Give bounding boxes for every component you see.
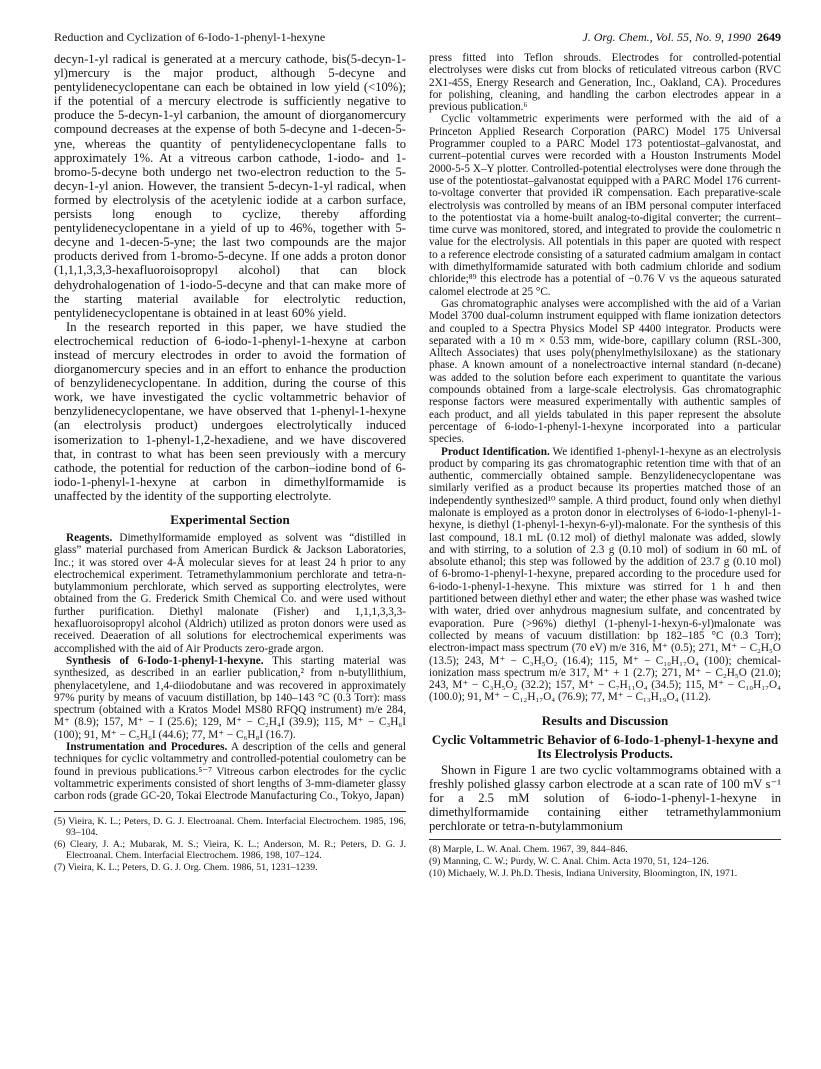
footnote-6: (6) Cleary, J. A.; Mubarak, M. S.; Vieira, K. L.; Anderson, M. R.; Peters, D. G. J. Electroanal. Chem. Interfacial Electrochem. 1986, 198, 107–124. <box>54 838 406 861</box>
left-column <box>54 52 406 880</box>
two-column-body <box>54 52 781 880</box>
instrumentation-paragraph <box>54 741 406 802</box>
reagents-heading: Reagents. <box>66 532 113 544</box>
running-head <box>54 30 781 44</box>
right-footnotes <box>429 839 781 879</box>
cv-paragraph: Shown in Figure 1 are two cyclic voltammograms obtained with a freshly polished glassy carbon electrode at a scan rate of 100 mV s⁻¹ for a 2.5 mM solution of 6-iodo-1-phenyl-1-hexyne in dimethylformamide containing either tetramethylammonium perchlorate or tetra-n-butylammonium <box>429 762 781 834</box>
journal-name: J. Org. Chem., Vol. 55, No. 9, 1990 <box>582 30 751 44</box>
synthesis-text: This starting material was synthesized, as described in an earlier publication,² from n-butyllithium, phenylacetylene, and 1,4-diiodobutane and was recovered in approximately 97% purity by means of vacuum distillation, bp 140–143 °C (0.3 Torr): mass spectrum (obtained with a Kratos Model MS80 RFQQ instrument) m/e 284, M⁺ (8.9); 157, M⁺ − I (25.6); 129, M⁺ − C₂H₄I (39.9); 115, M⁺ − C₃H₆I (100); 91, M⁺ − C₅H₆I (44.6); 77, M⁺ − C₆H₈I (16.7). <box>54 654 407 741</box>
running-title: Reduction and Cyclization of 6-Iodo-1-phenyl-1-hexyne <box>54 30 326 44</box>
product-identification-paragraph <box>429 446 781 704</box>
page-number: 2649 <box>757 30 781 44</box>
gc-paragraph: Gas chromatographic analyses were accomplished with the aid of a Varian Model 3700 dual-column instrument equipped with flame ionization detectors and coupled to a Spectra Physics Model SP 4400 integrator. Products were separated with a 10 m × 0.53 mm, wide-bore, capillary column (RSL-300, Alltech Associates) that uses poly(phenylmethylsiloxane) as the stationary phase. A known amount of a nonelectroactive internal standard (n-decane) was added to the solution before each experiment to quantitate the various compounds obtained from a large-scale electrolysis. Gas chromatographic response factors were measured experimentally with authentic samples of each product, and all yields tabulated in this paper represent the absolute percentage of 6-iodo-1-phenyl-1-hexyne incorporated into a particular species. <box>429 297 781 446</box>
left-footnotes <box>54 811 406 873</box>
reagents-text: Dimethylformamide employed as solvent was “distilled in glass” material purchased from American Burdick & Jackson Laboratories, Inc.; it was stored over 4-Å molecular sieves for at least 24 h prior to any electrochemical experiment. Tetramethylammonium perchlorate and tetra-n-butylammonium perchlorate, which served as supporting electrolytes, were obtained from the G. Frederick Smith Chemical Co. and were used without further purification. Diethyl malonate (Fisher) and 1,1,1,3,3,3-hexafluoroisopropyl alcohol (Aldrich) utilized as proton donors were used as received. Deaeration of all solutions for electrochemical experiments was accomplished with the aid of Air Products zero-grade argon. <box>54 532 406 655</box>
synthesis-heading: Synthesis of 6-Iodo-1-phenyl-1-hexyne. <box>66 654 264 667</box>
journal-citation <box>582 30 781 44</box>
footnote-8: (8) Marple, L. W. Anal. Chem. 1967, 39, 844–846. <box>429 844 628 856</box>
product-identification-heading: Product Identification. <box>441 445 550 458</box>
footnote-9: (9) Manning, C. W.; Purdy, W. C. Anal. Chim. Acta 1970, 51, 124–126. <box>429 856 709 868</box>
right-column <box>429 52 781 880</box>
instrumentation-heading: Instrumentation and Procedures. <box>66 741 228 754</box>
synthesis-paragraph <box>54 655 406 741</box>
experimental-section-heading: Experimental Section <box>170 512 290 527</box>
footnote-10: (10) Michaely, W. J. Ph.D. Thesis, Indiana University, Bloomington, IN, 1971. <box>429 868 738 880</box>
reagents-paragraph <box>54 532 406 655</box>
electrodes-paragraph: press fitted into Teflon shrouds. Electrodes for controlled-potential electrolyses were disks cut from blocks of reticulated vitreous carbon (RVC 2X1-45S, Energy Research and Generation, Inc., Oakland, CA). Procedures for polishing, cleaning, and handling the carbon electrodes appear in a previous publication.⁶ <box>429 52 781 114</box>
footnote-5: (5) Vieira, K. L.; Peters, D. G. J. Electroanal. Chem. Interfacial Electrochem. 1985, 196, 93–104. <box>54 815 406 838</box>
intro-paragraph-1: decyn-1-yl radical is generated at a mercury cathode, bis(5-decyn-1-yl)mercury is the major product, although 5-decyne and pentylidenecyclopentane can each be obtained in low yield (<10%); if the potential of a mercury electrode is sufficiently negative to produce the 5-decyn-1-yl carbanion, the amount of diorganomercury compound decreases at the expense of both 5-decyne and 1-decen-5-yne, whereas the quantity of pentylidenecyclopentane falls to approximately 1%. At a vitreous carbon cathode, 1-iodo- and 1-bromo-5-decyne both undergo net two-electron reduction to the 5-decyn-1-yl anion. However, the transient 5-decyn-1-yl radical, when formed by electrolysis of the acetylenic iodide at a carbon surface, persists long enough to cyclize, thereby affording pentylidenecyclopentane in a yield of up to 46%, together with 5-decyne and 1-decen-5-yne; the last two compounds are the major products derived from 1-bromo-5-decyne. If one adds a proton donor (1,1,1,3,3,3-hexafluoroisopropyl alcohol) that can block dehydrohalogenation of 1-iodo-5-decyne and that can make more of the starting material available for electrolytic reduction, pentylidenecyclopentane is obtained in at least 60% yield. <box>54 52 406 320</box>
footnote-7: (7) Vieira, K. L.; Peters, D. G. J. Org. Chem. 1986, 51, 1231–1239. <box>54 861 318 873</box>
instrumentation-text: A description of the cells and general techniques for cyclic voltammetry and controlled-potential coulometry can be found in previous publications.⁵⁻⁷ Vitreous carbon electrodes for the cyclic voltammetric experiments consisted of short lengths of 3-mm-diameter glassy carbon rods (grade GC-20, Tokai Electrode Manufacturing Co., Tokyo, Japan) <box>54 741 406 803</box>
intro-paragraph-2: In the research reported in this paper, we have studied the electrochemical reduction of 6-iodo-1-phenyl-1-hexyne at carbon instead of mercury electrodes in order to avoid the formation of diorganomercury species and in an effort to enhance the production of benzylidenecyclopentane. In addition, during the course of this work, we have investigated the cyclic voltammetric behavior of benzylidenecyclopentane, we have observed that 1-phenyl-1-hexyne (an electrolysis product) undergoes electrolytically induced isomerization to 1-phenyl-1,2-hexadiene, and we have discovered that, in contrast to what has been seen previously with a mercury cathode, the potential for reduction of the carbon–iodine bond of 6-iodo-1-phenyl-1-hexyne at carbon in dimethylformamide is unaffected by the identity of the supporting electrolyte. <box>54 319 406 503</box>
product-identification-text: We identified 1-phenyl-1-hexyne as an electrolysis product by comparing its gas chromatographic retention time with that of an authentic, commercially obtained sample. Benzylidenecyclopentane was similarly verified as a product because its properties matched those of an independently synthesized¹⁰ sample. A third product, found only when diethyl malonate is employed as a proton donor in electrolyses of 6-iodo-1-phenyl-1-hexyne, is diethyl (1-phenyl-1-hexyn-6-yl)-malonate. For the synthesis of this last compound, 18.1 mL (0.12 mol) of diethyl malonate was added, slowly and with stirring, to a solution of 2.3 g (0.10 mol) of sodium in 60 mL of absolute ethanol; this step was followed by the addition of 23.7 g (0.10 mol) of 6-bromo-1-phenyl-1-hexyne, prepared according to the procedure used for 6-iodo-1-phenyl-1-hexyne. This mixture was stirred for 1 h and then partitioned between diethyl ether and water; the ether phase was washed twice with water, dried over anhydrous magnesium sulfate, and concentrated by evaporation. Pure (>96%) diethyl (1-phenyl-1-hexyn-6-yl)malonate was collected by means of vacuum distillation: bp 182–185 °C (0.3 Torr); electron-impact mass spectrum (70 eV) m/e 316, M⁺ (0.5); 271, M⁺ − C₂H₅O (13.5); 243, M⁺ − C₃H₅O₂ (16.4); 115, M⁺ − C₁₀H₁₇O₄ (100); chemical-ionization mass spectrum m/e 317, M⁺ + 1 (2.7); 271, M⁺ − C₂H₅O (21.0); 243, M⁺ − C₃H₅O₂ (32.2); 157, M⁺ − C₇H₁₁O₄ (34.5); 115, M⁺ − C₁₀H₁₇O₄ (100.0); 91, M⁺ − C₁₂H₁₇O₄ (76.9); 77, M⁺ − C₁₃H₁₉O₄ (11.2). <box>429 445 781 704</box>
results-section-heading: Results and Discussion <box>541 712 669 728</box>
cv-equipment-paragraph: Cyclic voltammetric experiments were performed with the aid of a Princeton Applied Research Corporation (PARC) Model 175 Universal Programmer coupled to a PARC Model 173 potentiostat–galvanostat, and current–potential curves were recorded with a Houston Instruments Model 2000-5-5 X–Y plotter. Controlled-potential electrolyses were done through the use of the potentiostat–galvanostat equipped with a PARC Model 176 current-to-voltage converter that provided iR compensation. Each preparative-scale electrolysis was controlled by means of an IBM personal computer interfaced to the potentiostat via a home-built analog-to-digital converter; the current–time curve was monitored, stored, and integrated to provide the coulometric n value for the electrolysis. All potentials in this paper are quoted with respect to a reference electrode consisting of a saturated cadmium amalgam in contact with dimethylformamide saturated with both cadmium chloride and sodium chloride;⁸⁹ this electrode has a potential of −0.76 V vs the aqueous saturated calomel electrode at 25 °C. <box>429 113 781 298</box>
cv-subsection-heading: Cyclic Voltammetric Behavior of 6-Iodo-1-phenyl-1-hexyne and Its Electrolysis Products. <box>431 732 779 762</box>
